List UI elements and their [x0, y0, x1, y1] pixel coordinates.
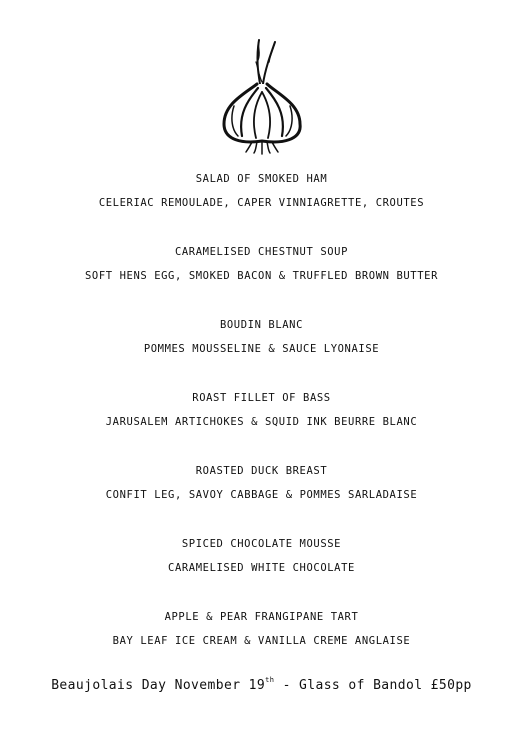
course-detail: JARUSALEM ARTICHOKES & SQUID INK BEURRE BLANC [105, 416, 418, 428]
course-name: ROAST FILLET OF BASS [192, 392, 331, 404]
course-5 [0, 464, 523, 502]
course-detail: CARAMELISED WHITE CHOCOLATE [168, 562, 355, 574]
course-name: ROASTED DUCK BREAST [195, 465, 328, 477]
course-4 [0, 391, 523, 429]
course-1 [0, 172, 523, 210]
event-footer [0, 676, 523, 693]
course-3 [0, 318, 523, 356]
footer-ordinal-suffix: th [265, 676, 275, 684]
course-name: CARAMELISED CHESTNUT SOUP [174, 246, 349, 258]
course-name: BOUDIN BLANC [219, 319, 304, 331]
course-7 [0, 610, 523, 648]
footer-text-start: Beaujolais Day November 19 [51, 678, 266, 693]
course-detail: CONFIT LEG, SAVOY CABBAGE & POMMES SARLADAISE [105, 489, 418, 501]
course-detail: CELERIAC REMOULADE, CAPER VINNIAGRETTE, CROUTES [98, 197, 425, 209]
course-6 [0, 537, 523, 575]
garlic-bulb-icon [212, 36, 312, 156]
course-name: SPICED CHOCOLATE MOUSSE [181, 538, 342, 550]
course-detail: BAY LEAF ICE CREAM & VANILLA CREME ANGLAISE [112, 635, 411, 647]
course-detail: POMMES MOUSSELINE & SAUCE LYONAISE [143, 343, 380, 355]
course-2 [0, 245, 523, 283]
footer-text-end: - Glass of Bandol £50pp [274, 678, 472, 693]
course-detail: SOFT HENS EGG, SMOKED BACON & TRUFFLED BROWN BUTTER [85, 270, 438, 282]
course-name: APPLE & PEAR FRANGIPANE TART [164, 611, 359, 623]
course-name: SALAD OF SMOKED HAM [195, 173, 328, 185]
